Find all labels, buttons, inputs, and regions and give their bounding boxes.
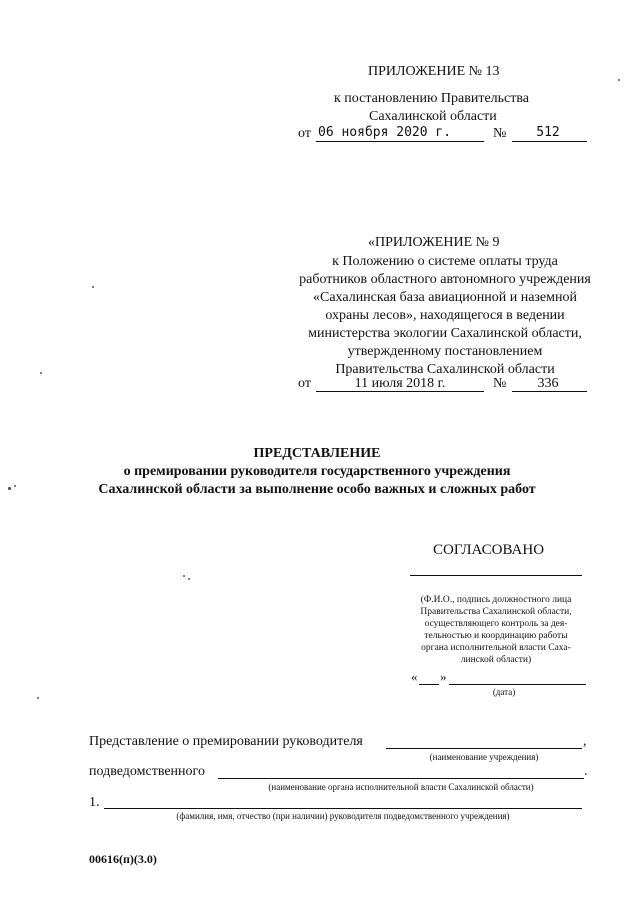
head-name-field[interactable] (104, 808, 582, 809)
approval-note-line: Правительства Сахалинской области, (420, 607, 572, 617)
appendix13-number: 512 (536, 125, 560, 140)
appendix13-date-line (316, 141, 484, 142)
appendix13-line1: к постановлению Правительства (334, 91, 530, 106)
scan-speck (618, 79, 620, 81)
approval-signature-line (410, 575, 582, 576)
institution-field-comma: , (583, 734, 587, 749)
appendix9-number-line (512, 391, 587, 392)
approval-day-line (419, 684, 439, 685)
approval-date-caption: (дата) (492, 687, 516, 697)
head-item-number: 1. (89, 795, 100, 810)
scan-speck (37, 697, 39, 699)
appendix9-number: 336 (537, 376, 559, 391)
appendix13-number-line (512, 141, 587, 142)
approval-quote-close: » (440, 669, 447, 684)
appendix9-from-label: от (298, 376, 311, 391)
appendix9-line: Правительства Сахалинской области (335, 362, 555, 377)
approval-note-line: линской области) (460, 655, 532, 665)
appendix9-title: «ПРИЛОЖЕНИЕ № 9 (368, 235, 500, 250)
approval-quote-open: « (411, 669, 418, 684)
appendix13-number-label: № (493, 126, 507, 141)
appendix9-line: работников областного автономного учреждения (299, 272, 591, 287)
authority-field[interactable] (218, 778, 584, 779)
scan-speck (40, 372, 42, 374)
appendix9-line: к Положению о системе оплаты труда (332, 254, 558, 269)
document-subtitle-line2: Сахалинской области за выполнение особо важных и сложных работ (98, 482, 536, 497)
form-code: 00616(п)(3.0) (89, 852, 157, 866)
appendix9-date-line (316, 391, 484, 392)
appendix9-number-label: № (493, 376, 507, 391)
approval-note-line: органа исполнительной власти Саха- (421, 643, 571, 653)
approval-note-line: (Ф.И.О., подпись должностного лица (420, 595, 572, 605)
appendix13-line2: Сахалинской области (369, 109, 497, 124)
scan-speck (14, 485, 16, 487)
institution-field-label: Представление о премировании руководителя (89, 734, 363, 749)
institution-field[interactable] (386, 748, 582, 749)
appendix9-date: 11 июля 2018 г. (354, 376, 446, 391)
appendix13-date: 06 ноября 2020 г. (318, 125, 452, 140)
institution-field-caption: (наименование учреждения) (429, 752, 539, 762)
authority-field-caption: (наименование органа исполнительной власти Сахалинской области) (268, 782, 534, 792)
document-subtitle-line1: о премировании руководителя государственного учреждения (123, 464, 511, 479)
appendix13-title: ПРИЛОЖЕНИЕ № 13 (368, 64, 500, 79)
approval-note-line: тельностью и координацию работы (424, 631, 568, 641)
scan-speck (188, 578, 190, 580)
appendix9-line: «Сахалинская база авиационной и наземной (313, 290, 577, 305)
scan-speck (8, 487, 11, 490)
scan-speck (183, 575, 185, 577)
approval-note-line: осуществляющего контроль за дея- (424, 619, 568, 629)
authority-field-label: подведомственного (89, 764, 205, 779)
head-name-caption: (фамилия, имя, отчество (при наличии) руководителя подведомственного учреждения) (176, 811, 510, 821)
approval-date-line (449, 684, 586, 685)
approval-title: СОГЛАСОВАНО (433, 542, 545, 558)
appendix13-from-label: от (298, 126, 311, 141)
authority-field-period: . (584, 764, 588, 779)
appendix9-line: утвержденному постановлением (347, 344, 543, 359)
document-title: ПРЕДСТАВЛЕНИЕ (253, 446, 381, 461)
appendix9-line: министерства экологии Сахалинской области, (308, 326, 582, 341)
scan-speck (92, 286, 94, 288)
appendix9-line: охраны лесов», находящегося в ведении (325, 308, 565, 323)
